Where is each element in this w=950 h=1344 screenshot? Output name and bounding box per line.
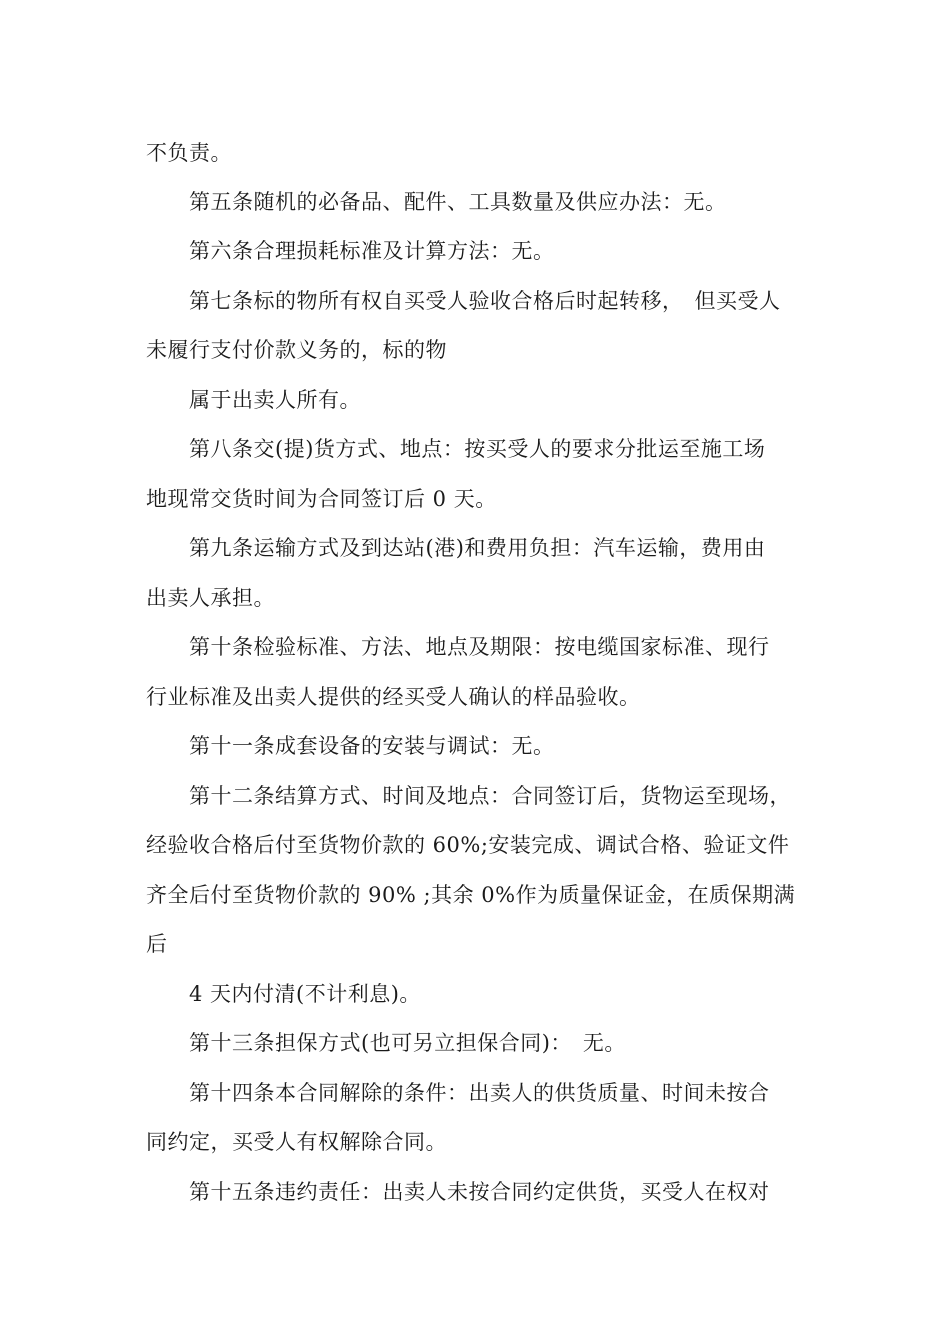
text-line: 齐全后付至货物价款的 90% ;其余 0%作为质量保证金，在质保期满 xyxy=(146,883,796,907)
text-line: 第十四条本合同解除的条件：出卖人的供货质量、时间未按合 xyxy=(189,1081,770,1105)
text-line: 出卖人承担。 xyxy=(146,586,275,610)
text-line: 不负责。 xyxy=(146,141,232,165)
text-line: 第十二条结算方式、时间及地点：合同签订后，货物运至现场， xyxy=(189,784,791,808)
text-line: 同约定，买受人有权解除合同。 xyxy=(146,1130,447,1154)
text-line: 行业标准及出卖人提供的经买受人确认的样品验收。 xyxy=(146,685,641,709)
text-line: 第七条标的物所有权自买受人验收合格后时起转移， 但买受人 xyxy=(189,289,781,313)
text-line: 第八条交(提)货方式、地点：按买受人的要求分批运至施工场 xyxy=(189,437,766,461)
text-line: 第六条合理损耗标准及计算方法：无。 xyxy=(189,239,555,263)
text-line: 经验收合格后付至货物价款的 60%;安装完成、调试合格、验证文件 xyxy=(146,833,790,857)
text-line: 地现常交货时间为合同签订后 0 天。 xyxy=(146,487,497,511)
text-line: 第十条检验标准、方法、地点及期限：按电缆国家标准、现行 xyxy=(189,635,770,659)
text-line: 第五条随机的必备品、配件、工具数量及供应办法：无。 xyxy=(189,190,727,214)
text-line: 未履行支付价款义务的，标的物 xyxy=(146,338,447,362)
text-line: 第九条运输方式及到达站(港)和费用负担：汽车运输，费用由 xyxy=(189,536,766,560)
text-line: 4 天内付清(不计利息)。 xyxy=(189,982,421,1006)
text-line: 后 xyxy=(146,932,168,956)
text-line: 第十一条成套设备的安装与调试：无。 xyxy=(189,734,555,758)
text-line: 属于出卖人所有。 xyxy=(189,388,361,412)
text-line: 第十五条违约责任：出卖人未按合同约定供货，买受人在权对 xyxy=(189,1180,770,1204)
text-line: 第十三条担保方式(也可另立担保合同)： 无。 xyxy=(189,1031,626,1055)
